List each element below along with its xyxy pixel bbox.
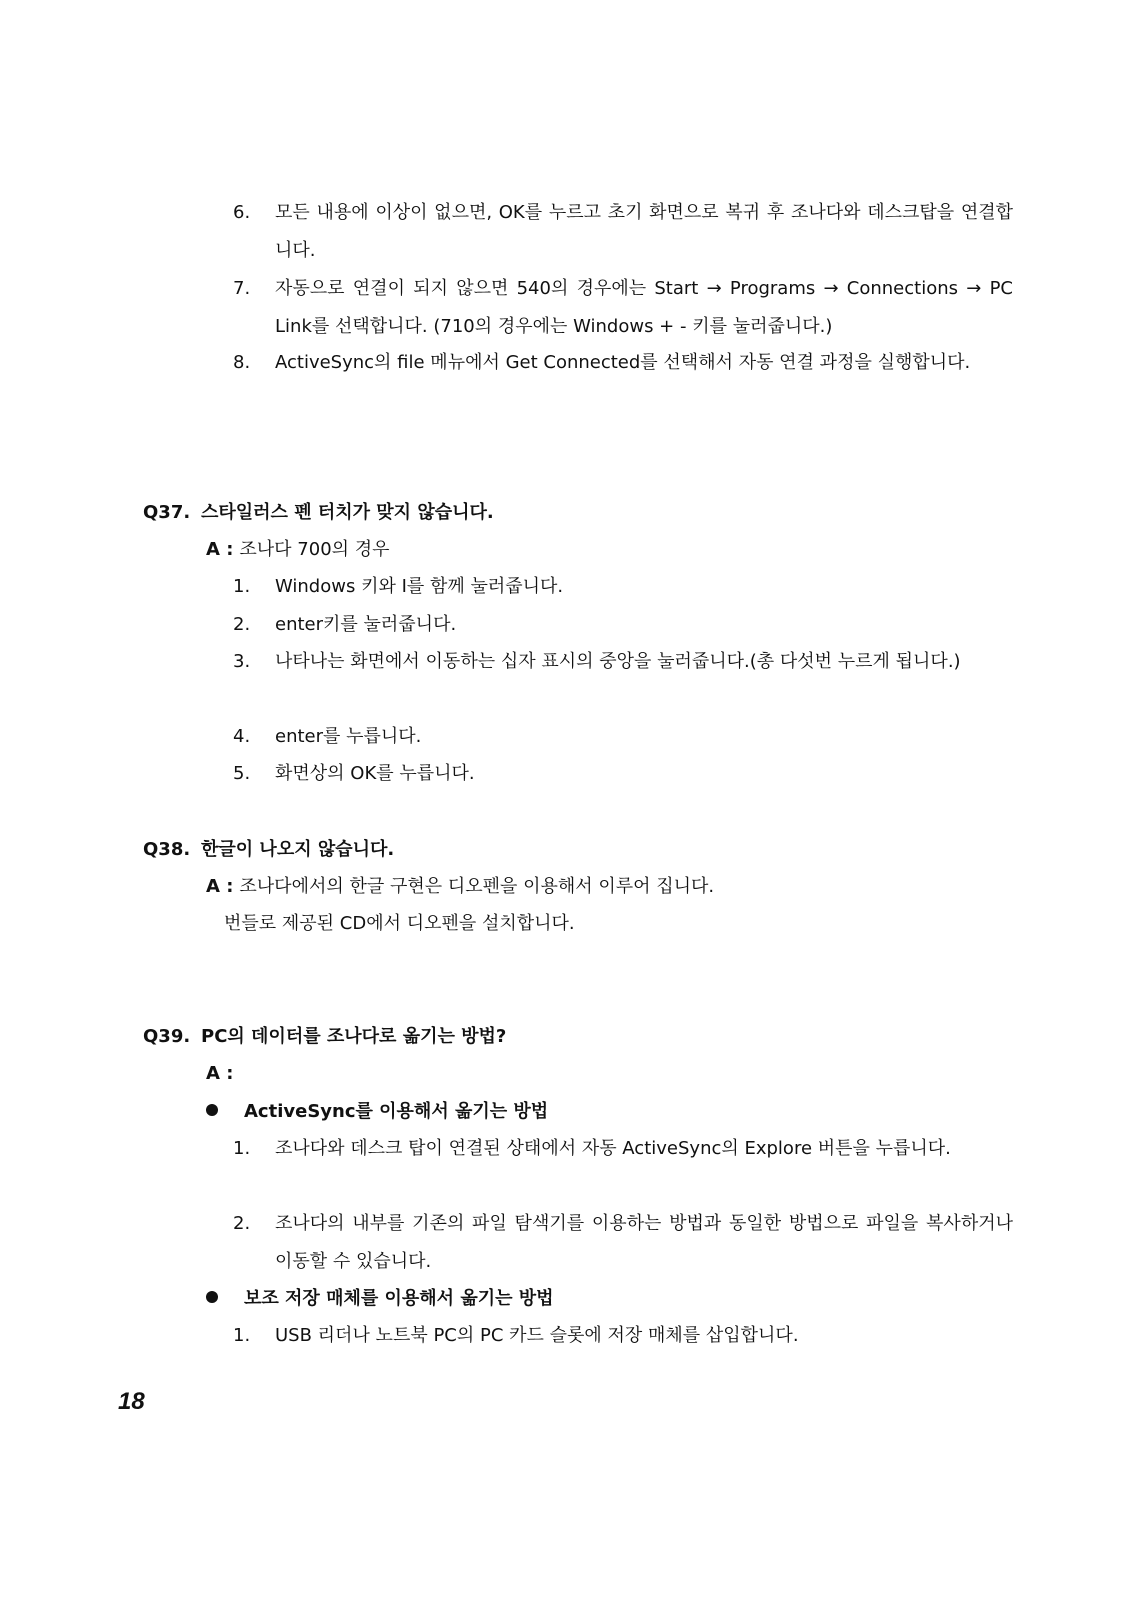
- list-number: 2.: [233, 614, 251, 635]
- question-title: 한글이 나오지 않습니다.: [201, 839, 395, 860]
- bullet-icon: [206, 1291, 218, 1303]
- list-text: USB 리더나 노트북 PC의 PC 카드 슬롯에 저장 매체를 삽입합니다.: [275, 1325, 799, 1346]
- list-text: 조나다의 내부를 기존의 파일 탐색기를 이용하는 방법과 동일한 방법으로 파일을 복사하거나 이동할 수 있습니다.: [275, 1213, 1013, 1272]
- list-item: [233, 1317, 1013, 1355]
- question-heading: [143, 1018, 506, 1056]
- bullet-heading: [206, 1093, 548, 1131]
- answer-text: 조나다에서의 한글 구현은 디오펜을 이용해서 이루어 집니다.: [239, 876, 715, 897]
- answer-label: A :: [206, 539, 234, 560]
- list-number: 1.: [233, 1138, 251, 1159]
- list-item: [233, 1130, 1013, 1168]
- bullet-text: 보조 저장 매체를 이용해서 옮기는 방법: [244, 1288, 554, 1309]
- list-item: [233, 194, 1013, 270]
- list-number: 1.: [233, 1325, 251, 1346]
- list-text: enter를 누릅니다.: [275, 726, 422, 747]
- question-title: PC의 데이터를 조나다로 옮기는 방법?: [201, 1026, 507, 1047]
- question-number: Q37.: [143, 502, 191, 523]
- question-number: Q38.: [143, 839, 191, 860]
- answer-label: A :: [206, 876, 234, 897]
- list-text: 화면상의 OK를 누릅니다.: [275, 763, 475, 784]
- question-heading: [143, 494, 494, 532]
- bullet-icon: [206, 1104, 218, 1116]
- answer-line: [206, 868, 714, 906]
- page-number: 18: [118, 1388, 145, 1415]
- list-number: 6.: [233, 202, 251, 223]
- list-text: enter키를 눌러줍니다.: [275, 614, 457, 635]
- answer-line: [206, 531, 390, 569]
- list-number: 4.: [233, 726, 251, 747]
- question-title: 스타일러스 펜 터치가 맞지 않습니다.: [201, 502, 494, 523]
- list-item: [233, 606, 1013, 644]
- list-item: [233, 270, 1013, 346]
- list-number: 5.: [233, 763, 251, 784]
- list-number: 8.: [233, 352, 251, 373]
- bullet-heading: [206, 1280, 554, 1318]
- question-number: Q39.: [143, 1026, 191, 1047]
- question-heading: [143, 831, 394, 869]
- list-text: Windows 키와 I를 함께 눌러줍니다.: [275, 576, 564, 597]
- list-text: ActiveSync의 file 메뉴에서 Get Connected를 선택해서 자동 연결 과정을 실행합니다.: [275, 352, 971, 373]
- answer-text: 조나다 700의 경우: [239, 539, 390, 560]
- list-number: 7.: [233, 278, 251, 299]
- list-item: [233, 568, 1013, 606]
- list-text: 나타나는 화면에서 이동하는 십자 표시의 중앙을 눌러줍니다.(총 다섯번 누르게 됩니다.): [275, 651, 961, 672]
- list-number: 2.: [233, 1213, 251, 1234]
- answer-line: [206, 1055, 239, 1093]
- list-item: [233, 718, 1013, 756]
- list-item: [233, 755, 1013, 793]
- list-item: [233, 643, 1013, 681]
- bullet-text: ActiveSync를 이용해서 옮기는 방법: [244, 1101, 549, 1122]
- list-text: 자동으로 연결이 되지 않으면 540의 경우에는 Start → Programs → Connections → PC Link를 선택합니다. (710의 경우에는 Windows + - 키를 눌러줍니다.): [275, 278, 1013, 337]
- list-item: [233, 344, 1013, 382]
- list-number: 3.: [233, 651, 251, 672]
- answer-note: 번들로 제공된 CD에서 디오펜을 설치합니다.: [224, 913, 575, 934]
- list-text: 조나다와 데스크 탑이 연결된 상태에서 자동 ActiveSync의 Explore 버튼을 누릅니다.: [275, 1138, 951, 1159]
- list-item: [233, 1205, 1013, 1281]
- list-number: 1.: [233, 576, 251, 597]
- list-text: 모든 내용에 이상이 없으면, OK를 누르고 초기 화면으로 복귀 후 조나다와 데스크탑을 연결합니다.: [275, 202, 1013, 261]
- answer-label: A :: [206, 1063, 234, 1084]
